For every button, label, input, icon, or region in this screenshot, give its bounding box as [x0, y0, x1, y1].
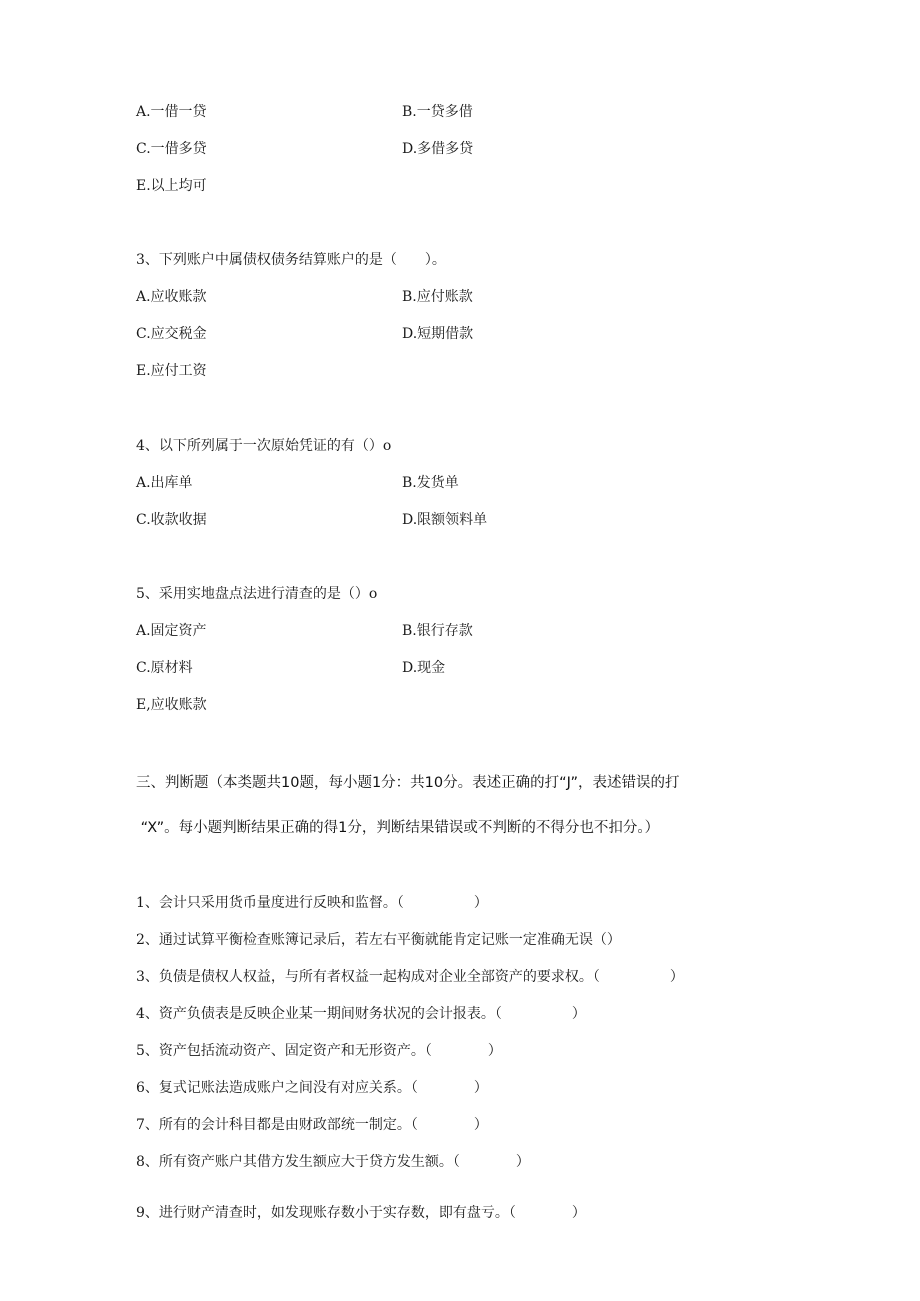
tf-item-4: 4、资产负债表是反映企业某一期间财务状况的会计报表。（ ）: [136, 1006, 586, 1022]
q5-option-c: C.原材料: [136, 660, 193, 676]
tf-item-6: 6、复式记账法造成账户之间没有对应关系。（ ）: [136, 1080, 488, 1096]
tf-item-3: 3、负债是债权人权益，与所有者权益一起构成对企业全部资产的要求权。（ ）: [136, 969, 684, 985]
tf-item-2: 2、通过试算平衡检查账簿记录后，若左右平衡就能肯定记账一定准确无误（）: [136, 932, 621, 948]
q3-option-b: B.应付账款: [402, 289, 473, 305]
tf-item-8: 8、所有资产账户其借方发生额应大于贷方发生额。（ ）: [136, 1154, 530, 1170]
tf-item-5: 5、资产包括流动资产、固定资产和无形资产。（ ）: [136, 1043, 502, 1059]
q5-option-b: B.银行存款: [402, 623, 473, 639]
q2-option-b: B.一贷多借: [402, 104, 473, 120]
q4-question: 4、以下所列属于一次原始凭证的有（）o: [136, 438, 392, 454]
q3-option-c: C.应交税金: [136, 326, 207, 342]
q4-option-a: A.出库单: [136, 475, 193, 491]
section3-heading-line1: 三、判断题（本类题共10题，每小题1分：共10分。表述正确的打“J”，表述错误的打: [136, 775, 680, 791]
q3-option-d: D.短期借款: [402, 326, 474, 342]
q2-option-c: C.一借多贷: [136, 141, 207, 157]
q2-option-d: D.多借多贷: [402, 141, 474, 157]
tf-item-1: 1、会计只采用货币量度进行反映和监督。（ ）: [136, 895, 488, 911]
q3-question: 3、下列账户中属债权债务结算账户的是（ ）。: [136, 252, 446, 268]
q3-option-e: E.应付工资: [136, 363, 207, 379]
tf-item-9: 9、进行财产清查时，如发现账存数小于实存数，即有盘亏。（ ）: [136, 1205, 586, 1221]
q4-option-c: C.收款收据: [136, 512, 207, 528]
section3-heading-line2: “X”。每小题判断结果正确的得1分，判断结果错误或不判断的不得分也不扣分。）: [136, 820, 660, 836]
q4-option-d: D.限额领料单: [402, 512, 488, 528]
tf-item-7: 7、所有的会计科目都是由财政部统一制定。（ ）: [136, 1117, 488, 1133]
q5-option-e: E,应收账款: [136, 697, 207, 713]
q2-option-a: A.一借一贷: [136, 104, 207, 120]
q3-option-a: A.应收账款: [136, 289, 207, 305]
q5-question: 5、采用实地盘点法进行清查的是（）o: [136, 586, 378, 602]
q5-option-d: D.现金: [402, 660, 446, 676]
q5-option-a: A.固定资产: [136, 623, 207, 639]
q4-option-b: B.发货单: [402, 475, 459, 491]
q2-option-e: E.以上均可: [136, 178, 207, 194]
